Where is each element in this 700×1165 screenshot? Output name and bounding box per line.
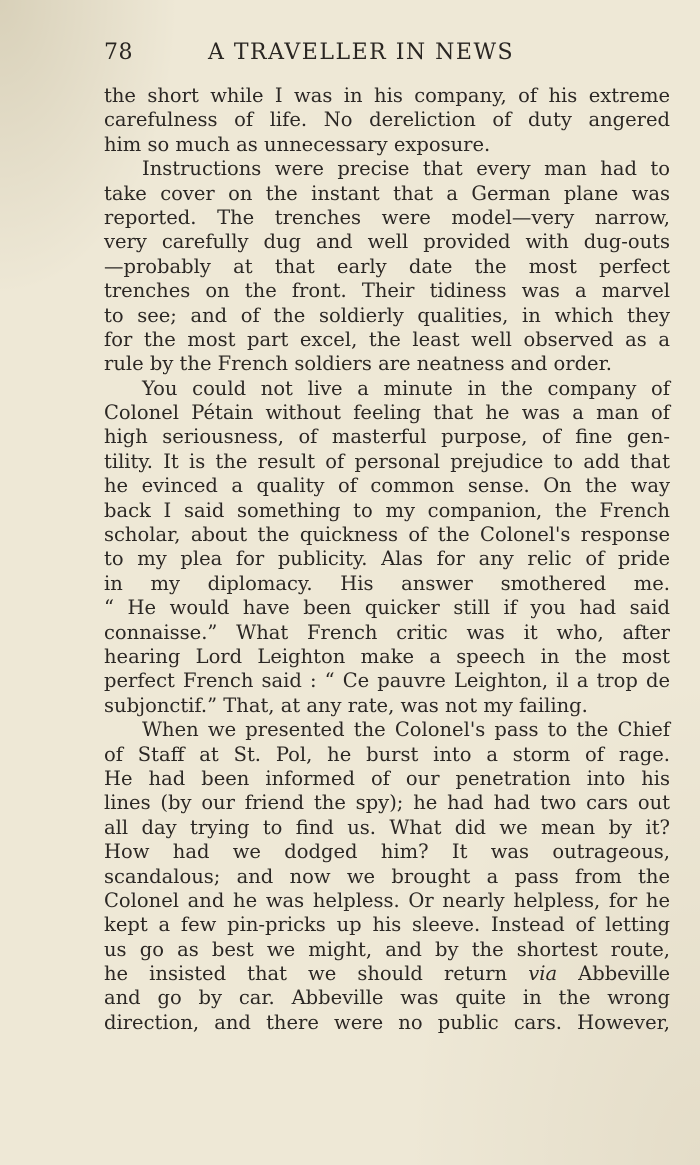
text-line <box>104 962 670 986</box>
text-line: to see; and of the soldierly qualities, in which they <box>104 303 670 327</box>
text-line: hearing Lord Leighton make a speech in the most <box>104 644 670 668</box>
text-line: in my diplomacy. His answer smothered me. <box>104 571 670 595</box>
text-line: “ He would have been quicker still if you had said <box>104 596 670 620</box>
text-line: lines (by our friend the spy); he had had two cars out <box>104 791 670 815</box>
text-line: him so much as unnecessary exposure. <box>104 132 491 156</box>
running-head: A TRAVELLER IN NEWS <box>208 40 515 65</box>
text-line: scholar, about the quickness of the Colonel's response <box>104 523 670 547</box>
text-line: He had been informed of our penetration into his <box>104 766 670 790</box>
italic-word: via <box>528 962 558 986</box>
text-line: When we presented the Colonel's pass to the Chief <box>142 718 670 742</box>
text-line: take cover on the instant that a German plane was <box>104 181 670 205</box>
text-line: of Staff at St. Pol, he burst into a storm of rage. <box>104 742 670 766</box>
text-line: us go as best we might, and by the shortest route, <box>104 937 670 961</box>
text-line: trenches on the front. Their tidiness was a marvel <box>104 279 670 303</box>
text-line: scandalous; and now we brought a pass from the <box>104 864 670 888</box>
text-line: high seriousness, of masterful purpose, of fine gen- <box>104 425 670 449</box>
text-line: perfect French said : “ Ce pauvre Leighton, il a trop de <box>104 669 670 693</box>
text-line: Colonel and he was helpless. Or nearly helpless, for he <box>104 888 670 912</box>
text-line: You could not live a minute in the company of <box>142 376 670 400</box>
text-line: rule by the French soldiers are neatness and order. <box>104 352 612 376</box>
text-line: to my plea for publicity. Alas for any relic of pride <box>104 547 670 571</box>
text-line: back I said something to my companion, the French <box>104 498 670 522</box>
text-line: Instructions were precise that every man had to <box>142 157 670 181</box>
text-line: very carefully dug and well provided with dug-outs <box>104 230 670 254</box>
text-line-segment: he insisted that we should return <box>104 962 529 986</box>
text-line-segment: Abbeville <box>557 962 670 986</box>
text-line: all day trying to find us. What did we mean by it? <box>104 815 670 839</box>
text-line: and go by car. Abbeville was quite in the wrong <box>104 986 670 1010</box>
text-line: for the most part excel, the least well observed as a <box>104 327 670 351</box>
text-line: subjonctif.” That, at any rate, was not my failing. <box>104 693 588 717</box>
text-line: direction, and there were no public cars. However, <box>104 1010 670 1034</box>
text-line: tility. It is the result of personal prejudice to add that <box>104 449 670 473</box>
text-line: carefulness of life. No dereliction of duty angered <box>104 108 670 132</box>
text-line: reported. The trenches were model—very narrow, <box>104 205 670 229</box>
text-line: —probably at that early date the most perfect <box>104 254 670 278</box>
text-line: Colonel Pétain without feeling that he was a man of <box>104 401 670 425</box>
text-line: connaisse.” What French critic was it who, after <box>104 620 670 644</box>
body-text <box>104 84 670 1035</box>
page-header <box>104 40 670 70</box>
text-line: How had we dodged him? It was outrageous, <box>104 840 670 864</box>
text-line: he evinced a quality of common sense. On the way <box>104 474 670 498</box>
text-line: the short while I was in his company, of his extreme <box>104 84 670 107</box>
text-line: kept a few pin-pricks up his sleeve. Instead of letting <box>104 913 670 937</box>
page-number: 78 <box>104 40 133 65</box>
